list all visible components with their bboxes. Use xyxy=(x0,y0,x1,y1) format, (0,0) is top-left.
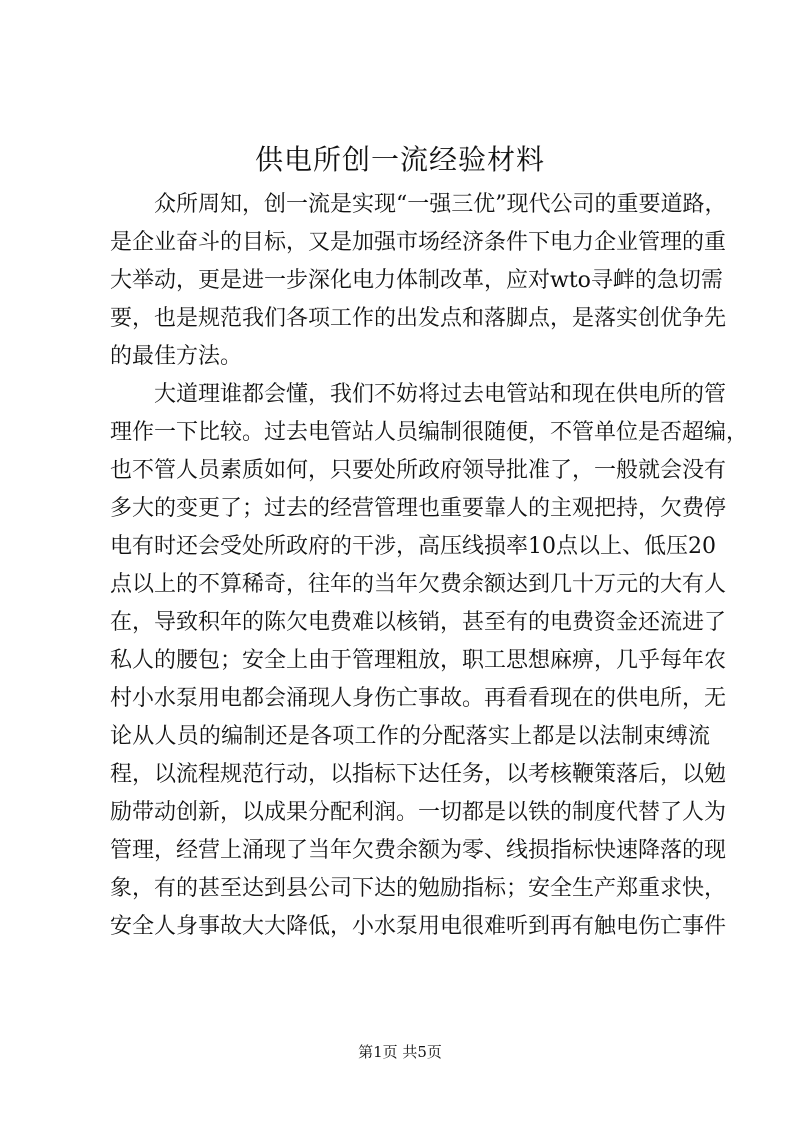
paragraph-line: 安全人身事故大大降低，小水泵用电很难听到再有触电伤亡事件 xyxy=(110,914,727,939)
paragraph-line: 励带动创新，以成果分配利润。一切都是以铁的制度代替了人为 xyxy=(110,800,727,825)
paragraph-line: 象，有的甚至达到县公司下达的勉励指标；安全生产郑重求快， xyxy=(110,876,727,901)
paragraph-line: 论从人员的编制还是各项工作的分配落实上都是以法制束缚流 xyxy=(110,724,710,749)
paragraph-line: 是企业奋斗的目标，又是加强市场经济条件下电力企业管理的重 xyxy=(110,230,727,255)
paragraph-line: 程，以流程规范行动，以指标下达任务，以考核鞭策落后，以勉 xyxy=(110,762,727,787)
paragraph-line: 在，导致积年的陈欠电费难以核销，甚至有的电费资金还流进了 xyxy=(110,610,727,635)
page-number: 第1页 共5页 xyxy=(358,1043,442,1061)
paragraph-line: 村小水泵用电都会涌现人身伤亡事故。再看看现在的供电所，无 xyxy=(110,686,727,711)
paragraph-line: 点以上的不算稀奇，往年的当年欠费余额达到几十万元的大有人 xyxy=(110,572,727,597)
paragraph-line: 众所周知，创一流是实现“一强三优”现代公司的重要道路， xyxy=(154,192,727,217)
paragraph-line: 大举动，更是进一步深化电力体制改革，应对wto寻衅的急切需 xyxy=(110,268,723,293)
paragraph-line: 也不管人员素质如何，只要处所政府领导批准了，一般就会没有 xyxy=(110,458,727,483)
paragraph-line: 理作一下比较。过去电管站人员编制很随便，不管单位是否超编， xyxy=(110,420,749,445)
paragraph-line: 的最佳方法。 xyxy=(110,344,243,369)
paragraph-line: 多大的变更了；过去的经营管理也重要靠人的主观把持，欠费停 xyxy=(110,496,727,521)
document-title: 供电所创一流经验材料 xyxy=(254,143,545,176)
paragraph-line: 要，也是规范我们各项工作的出发点和落脚点，是落实创优争先 xyxy=(110,306,727,331)
paragraph-line: 管理，经营上涌现了当年欠费余额为零、线损指标快速降落的现 xyxy=(110,838,727,863)
paragraph-line: 大道理谁都会懂，我们不妨将过去电管站和现在供电所的管 xyxy=(154,382,727,407)
paragraph-line: 私人的腰包；安全上由于管理粗放，职工思想麻痹，几乎每年农 xyxy=(110,648,727,673)
paragraph-line: 电有时还会受处所政府的干涉，高压线损率10点以上、低压20 xyxy=(110,534,716,559)
